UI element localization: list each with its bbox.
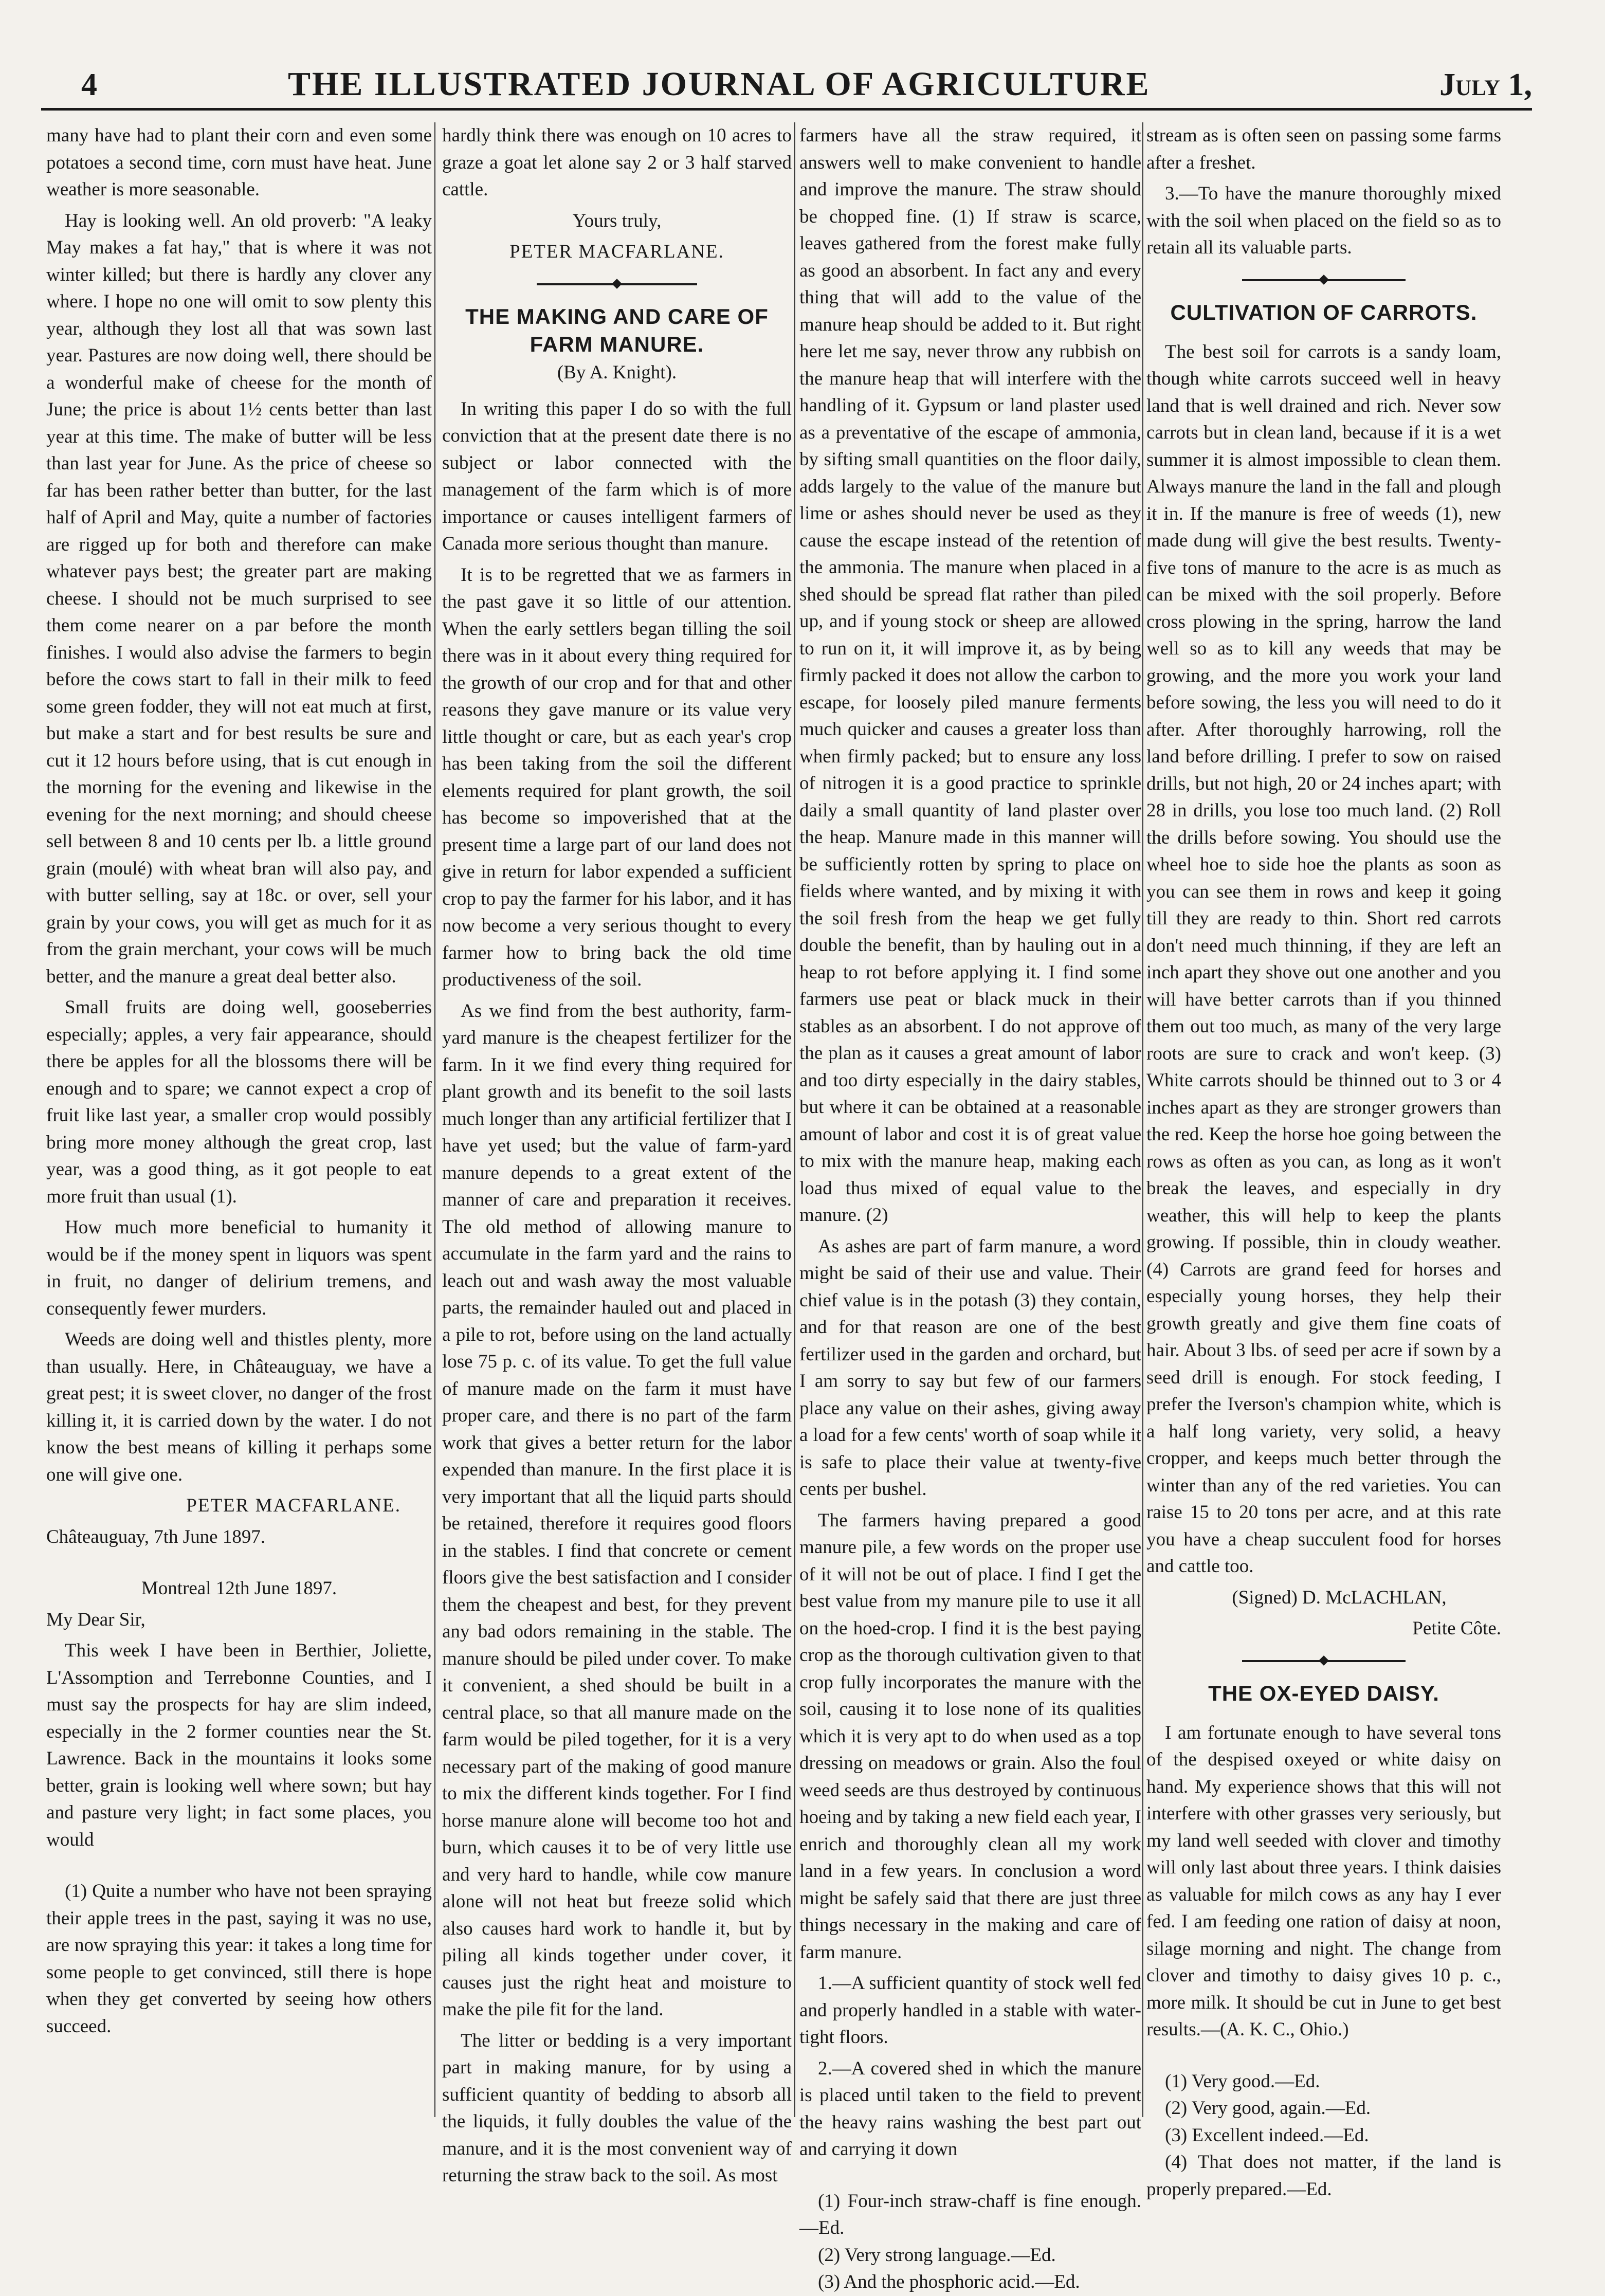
journal-title: THE ILLUSTRATED JOURNAL OF AGRICULTURE	[288, 65, 1151, 103]
paragraph: 3.—To have the manure thoroughly mixed with the soil when placed on the field so as to retain all its valuable parts.	[1146, 183, 1501, 258]
signature-place: Petite Côte.	[1412, 1618, 1501, 1639]
column-rule	[1142, 122, 1143, 2117]
signature: PETER MACFARLANE.	[186, 1495, 401, 1516]
paragraph: farmers have all the straw required, it answers well to make convenient to handle and improve the manure. The straw should be chopped fine. (1) If straw is scarce, leaves gathered from the forest make fully as good an absorbent. In fact any and every thing that will add to the value of the manure heap should be added to it. But right here let me say, never throw any rubbish on the manure heap that will interfere with the handling of it. Gypsum or land plaster used as a preventative of the escape of ammonia, by sifting small quantities on the floor daily, adds largely to the value of the manure but lime or ashes should never be used as they cause the escape instead of the retention of the ammonia. The manure when placed in a shed should be spread flat rather than piled up, and if young stock or sheep are allowed to run on it, it will improve it, as by being firmly packed it does not allow the carbon to escape, for loosely piled manure ferments much quicker and causes a greater loss than when firmly packed; but to ensure any loss of nitrogen it is a good practice to sprinkle daily a small quantity of land plaster over the heap. Manure made in this manner will be sufficiently rotten by spring to place on fields where wanted, and by mixing it with the soil fresh from the heap we get fully double the benefit, than by hauling out in a heap to rot before applying it. I find some farmers use peat or black muck in their stables as an absorbent. I do not approve of the plan as it causes a great amount of labor and too dirty especially in the dairy stables, but where it can be obtained at a reasonable amount of labor and cost it is of great value to mix with the manure heap, making each load thus mixed of equal value to the manure. (2)	[799, 125, 1141, 1226]
letter-date: Montreal 12th June 1897.	[141, 1578, 337, 1599]
article-headline: THE MAKING AND CARE OF FARM MANURE.	[465, 304, 769, 356]
column-4	[1146, 122, 1501, 2200]
paragraph: It is to be regretted that we as farmers in the past gave it so little of our attention. When the early settlers began tilling the soil there was in it about every thing required for the growth of our crop and for that and other reasons they gave manure or its value very little thought or care, but as each year's crop has been taking from the soil the different elements required for plant growth, the soil has become so impoverished that at the present time a large part of our land does not give in return for labor expended a sufficient crop to pay the farmer for his labor, and it has now become a very serious thought to every farmer how to bring back the old time productiveness of the soil.	[442, 564, 792, 990]
column-1	[46, 122, 432, 2117]
column-rule	[434, 122, 435, 2117]
footnote: (4) That does not matter, if the land is properly prepared.—Ed.	[1146, 2152, 1501, 2200]
masthead	[41, 61, 1532, 111]
paragraph: As ashes are part of farm manure, a word might be said of their use and value. Their chief value is in the potash (3) they contain, and for that reason are one of the best fertilizer used in the garden and orchard, but I am sorry to say but few of our farmers place any value on their ashes, giving away a load for a few cents' worth of soap while it is safe to place their value at twenty-five cents per bushel.	[799, 1235, 1141, 1500]
footnote: (2) Very good, again.—Ed.	[1165, 2098, 1371, 2119]
footnote: (3) And the phosphoric acid.—Ed.	[818, 2271, 1080, 2292]
article-byline: (By A. Knight).	[557, 361, 677, 383]
paragraph: The best soil for carrots is a sandy loam, though white carrots succeed well in heavy land that is well drained and rich. Never sow carrots but in clean land, because if it is a wet summer it is almost impossible to clean them. Always manure the land in the fall and plough it in. If the manure is free of weeds (1), new made dung will give the best results. Twenty-five tons of manure to the acre is as much as can be mixed with the soil properly. Before cross plowing in the spring, harrow the land well so as to kill any weeds that may be growing, and the more you work your land before sowing, the less you will need to do it after. After thoroughly harrowing, roll the land before drilling. I prefer to sow on raised drills, but not high, 20 or 24 inches apart; with 28 in drills, you lose too much land. (2) Roll the drills before sowing. You should use the wheel hoe to side hoe the plants as soon as you can see them in rows and keep it going till they are ready to thin. Short red carrots don't need much thinning, if they are left an inch apart they shove out one another and you will have better carrots than if you thinned them out too much, as many of the very large roots are sure to crack and won't keep. (3) White carrots should be thinned out to 3 or 4 inches apart as they are stronger growers than the red. Keep the horse hoe going between the rows as often as you can, as long as it won't break the leaves, and especially in dry weather, this will help to keep the plants growing. If possible, thin in cloudy weather. (4) Carrots are grand feed for horses and especially young horses, they help their growth greatly and give them fine coats of hair. About 3 lbs. of seed per acre if sown by a seed drill is enough. For stock feeding, I prefer the Iverson's champion white, which is a half long variety, very solid, a heavy cropper, and keeps much better through the winter than any of the red varieties. You can raise 15 to 20 tons per acre, and at this rate you have a cheap succulent food for horses and cattle too.	[1146, 341, 1501, 1577]
paragraph: Hay is looking well. An old proverb: "A leaky May makes a fat hay," that is where it was not winter killed; but there is hardly any clover any where. I hope no one will omit to sow plenty this year, although they lost all that was sown last year. Pastures are now doing well, there should be a wonderful make of cheese for the month of June; the price is about 1½ cents better than last year at this time. The make of butter will be less than last year for June. As the price of cheese so far has been rather better than butter, for the last half of April and May, quite a number of factories are rigged up for both and therefore can make whatever pays best; the greater part are making cheese. I should not be much surprised to see them come nearer on a par before the month finishes. I would also advise the farmers to begin before the cows start to fall in their milk to feed some green fodder, they will not eat much at first, but make a start and for best results be sure and cut it 12 hours before using, that is cut enough in the morning for the evening and likewise in the evening for the next morning; and should cheese sell between 8 and 10 cents per lb. a little ground grain (moulé) with wheat bran will also pay, and with butter selling, say at 18c. or over, sell your grain by your cows, you will get as much for it as from the grain merchant, your cows will be much better, and the manure a great deal better also.	[46, 210, 432, 987]
article-headline: THE OX-EYED DAISY.	[1208, 1681, 1439, 1705]
footnote: (2) Very strong language.—Ed.	[818, 2244, 1056, 2266]
column-3	[799, 122, 1141, 2292]
signature: PETER MACFARLANE.	[509, 241, 724, 262]
column-2	[442, 122, 792, 2186]
letter-closing: Yours truly,	[572, 210, 662, 231]
paragraph: How much more beneficial to humanity it would be if the money spent in liquors was spent in fruit, no danger of delirium tremens, and consequently fewer murders.	[46, 1217, 432, 1319]
paragraph: hardly think there was enough on 10 acres to graze a goat let alone say 2 or 3 half starved cattle.	[442, 125, 792, 200]
footnote: (3) Excellent indeed.—Ed.	[1165, 2124, 1369, 2146]
signature: (Signed) D. McLACHLAN,	[1232, 1587, 1447, 1608]
section-separator	[1242, 1660, 1405, 1662]
footnote: (1) Four-inch straw-chaff is fine enough.—Ed.	[799, 2190, 1141, 2238]
page-number: 4	[81, 67, 97, 102]
paragraph: Small fruits are doing well, gooseberries especially; apples, a very fair appearance, should there be apples for all the blossoms there will be enough and to spare; we cannot expect a crop of fruit like last year, a smaller crop would possibly bring more money although the great crop, last year, was a good thing, as it got people to eat more fruit than usual (1).	[46, 997, 432, 1207]
issue-date: July 1,	[1439, 67, 1532, 102]
paragraph: many have had to plant their corn and even some potatoes a second time, corn must have heat. June weather is more seasonable.	[46, 125, 432, 200]
paragraph: 1.—A sufficient quantity of stock well fed and properly handled in a stable with water-tight floors.	[799, 1973, 1141, 2048]
paragraph: Weeds are doing well and thistles plenty, more than usually. Here, in Châteauguay, we have a great pest; it is sweet clover, no danger of the frost killing it, it is carried down by the water. I do not know the best means of killing it perhaps some one will give one.	[46, 1329, 432, 1485]
paragraph: 2.—A covered shed in which the manure is placed until taken to the field to prevent the heavy rains washing the best part out and carrying it down	[799, 2057, 1141, 2160]
salutation: My Dear Sir,	[46, 1609, 145, 1630]
section-separator	[537, 283, 698, 285]
paragraph: As we find from the best authority, farm-yard manure is the cheapest fertilizer for the farm. In it we find every thing required for plant growth and its benefit to the soil lasts much longer than any artificial fertilizer that I have yet used; but the value of farm-yard manure depends to a great extent of the manner of care and preparation it receives. The old method of allowing manure to accumulate in the farm yard and the rains to leach out and wash away the most valuable parts, the remainder hauled out and placed in a pile to rot, before using on the land actually lose 75 p. c. of its value. To get the full value of manure made on the farm it must have proper care, and there is no part of the farm work that gives a better return for the labor expended than manure. In the first place it is very important that all the liquid parts should be retained, therefore it requires good floors in the stables. I find that concrete or cement floors give the best satisfaction and I consider them the cheapest and best, for they prevent any bad odors remaining in the stable. The manure should be piled under cover. To make it convenient, a shed should be built in a central place, so that all manure made on the farm would be piled together, for it is a very necessary part of the making of good manure to mix the different kinds together. For I find horse manure alone will become too hot and burn, which causes it to be of very little use and very hard to handle, while cow manure alone will not heat but freeze solid which also causes hard work to handle it, but by piling all kinds together under cover, it causes just the right heat and moisture to make the pile fit for the land.	[442, 1000, 792, 2020]
paragraph: stream as is often seen on passing some farms after a freshet.	[1146, 125, 1501, 173]
paragraph: I am fortunate enough to have several tons of the despised oxeyed or white daisy on hand. My experience shows that this will not interfere with other grasses very seriously, but my land well seeded with clover and timothy will only last about three years. I think daisies as valuable for milch cows as any hay I ever fed. I am feeding one ration of daisy at noon, silage morning and night. The change from clover and timothy to daisy gives 10 p. c., more milk. It should be cut in June to get best results.—(A. K. C., Ohio.)	[1146, 1722, 1501, 2040]
footnote: (1) Very good.—Ed.	[1165, 2070, 1320, 2092]
paragraph: In writing this paper I do so with the full conviction that at the present date there is no subject or labor connected with the management of the farm which is of more importance or causes intelligent farmers of Canada more serious thought than manure.	[442, 398, 792, 554]
article-headline: CULTIVATION OF CARROTS.	[1170, 300, 1478, 324]
paragraph: The farmers having prepared a good manure pile, a few words on the proper use of it will not be out of place. I find I get the best value from my manure pile to use it all on the hoed-crop. I find it is the best paying crop as the thorough cultivation given to that crop fully incorporates the manure with the soil, causing it to lose none of its qualities which it is very apt to do when used as a top dressing on meadows or grain. Also the foul weed seeds are thus destroyed by continuous hoeing and by taking a new field each year, I enrich and thoroughly clean all my work land in a few years. In conclusion a word might be safely said that there are just three things necessary in the making and care of farm manure.	[799, 1509, 1141, 1963]
section-separator	[1242, 279, 1405, 281]
footnote: (1) Quite a number who have not been spraying their apple trees in the past, saying it was no use, are now spraying this year: it takes a long time for some people to get convinced, still there is hope when they get converted by seeing how others succeed.	[46, 1881, 432, 2037]
paragraph: This week I have been in Berthier, Joliette, L'Assomption and Terrebonne Counties, and I must say the prospects for hay are slim indeed, especially in the 2 former counties near the St. Lawrence. Back in the mountains it looks some better, grain is looking well where sown; but hay and pasture very light; in fact some places, you would	[46, 1640, 432, 1850]
paragraph: The litter or bedding is a very important part in making manure, for by using a sufficient quantity of bedding to absorb all the liquids, it fully doubles the value of the manure, and it is the most convenient way of returning the straw back to the soil. As most	[442, 2030, 792, 2186]
place-date: Châteauguay, 7th June 1897.	[46, 1526, 266, 1547]
column-rule	[794, 122, 795, 2117]
